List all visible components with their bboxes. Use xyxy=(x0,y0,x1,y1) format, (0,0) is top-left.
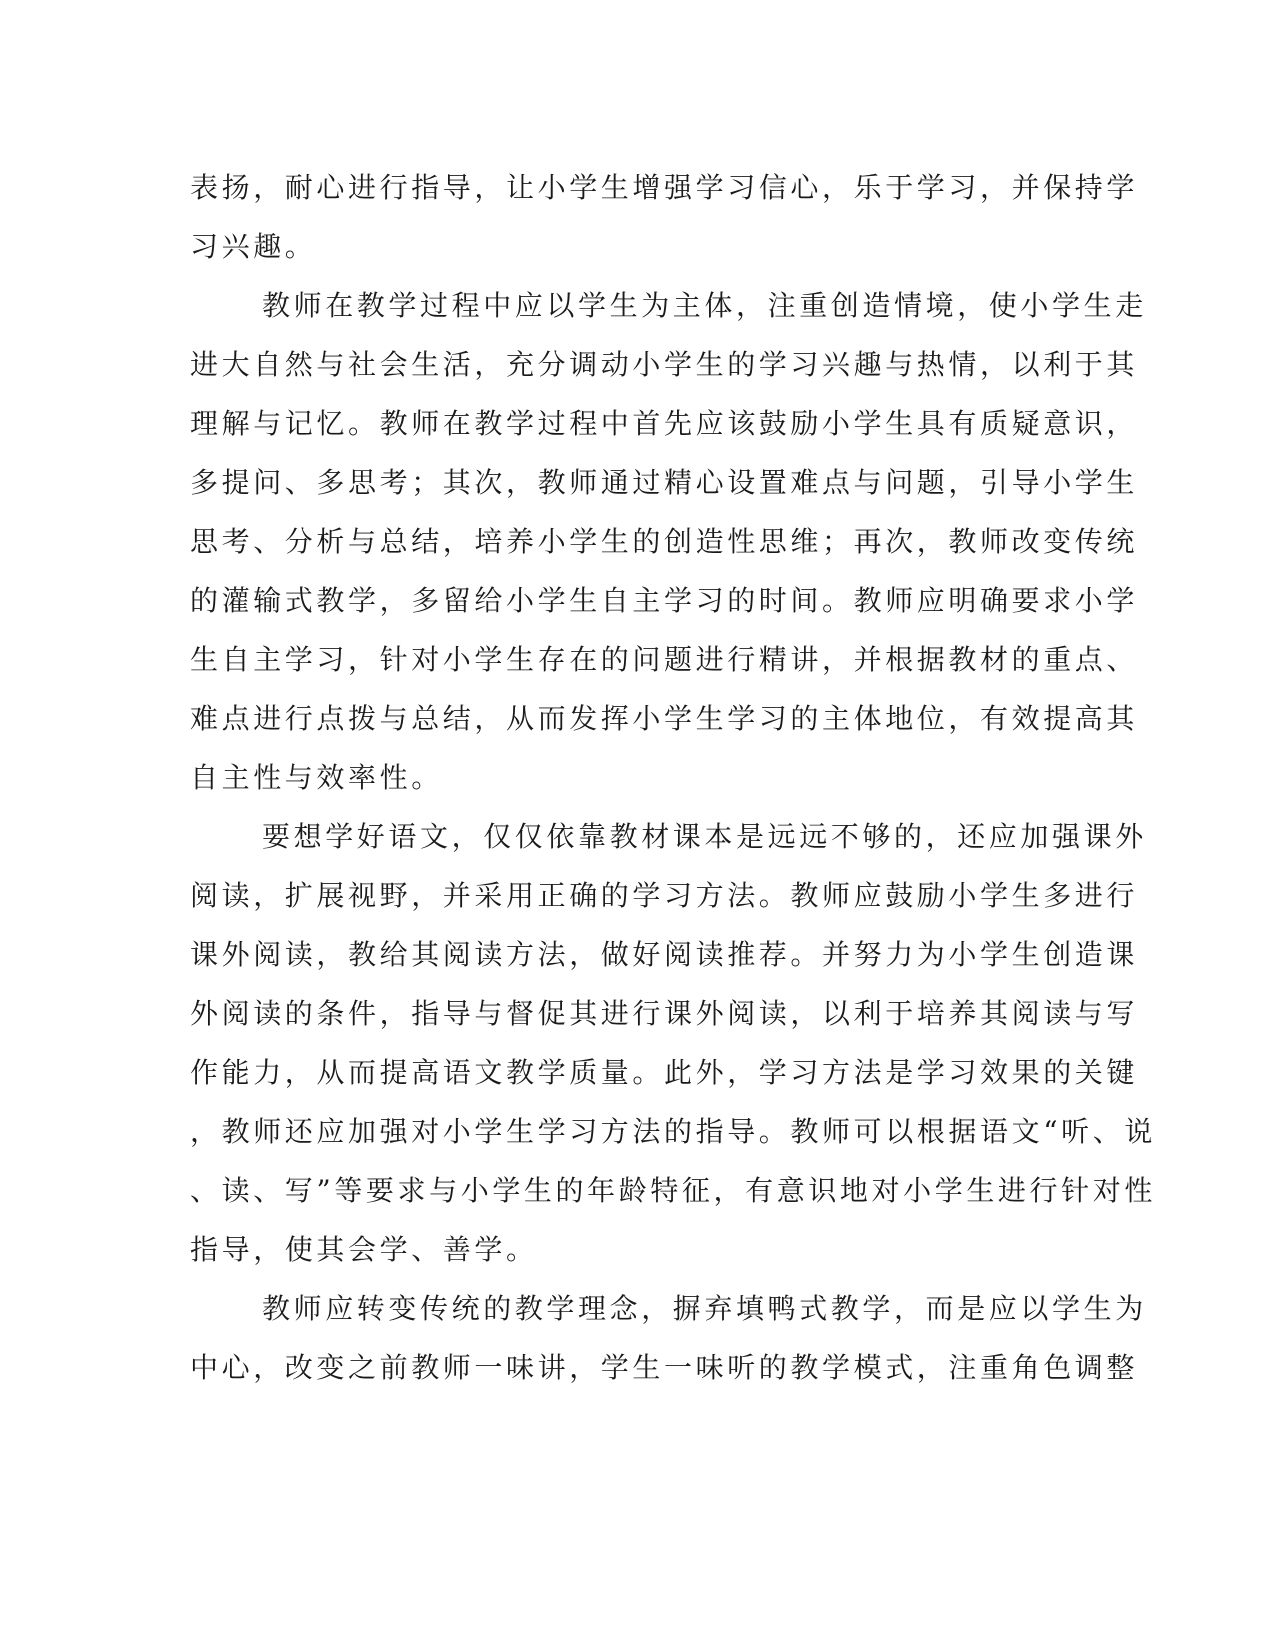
text-line: 指导，使其会学、善学。 xyxy=(190,1233,538,1266)
text-line: 作能力，从而提高语文教学质量。此外，学习方法是学习效果的关键 xyxy=(190,1056,1139,1089)
text-line: 进大自然与社会生活，充分调动小学生的学习兴趣与热情，以利于其 xyxy=(190,348,1139,381)
paragraph-start-line: 教师应转变传统的教学理念，摒弃填鸭式教学，而是应以学生为 xyxy=(262,1292,1147,1325)
text-line: 的灌输式教学，多留给小学生自主学习的时间。教师应明确要求小学 xyxy=(190,584,1139,617)
text-line: 思考、分析与总结，培养小学生的创造性思维；再次，教师改变传统 xyxy=(190,525,1139,558)
paragraph-start-line: 教师在教学过程中应以学生为主体，注重创造情境，使小学生走 xyxy=(262,289,1147,322)
text-line: 、读、写”等要求与小学生的年龄特征，有意识地对小学生进行针对性 xyxy=(190,1174,1156,1207)
text-line: 难点进行点拨与总结，从而发挥小学生学习的主体地位，有效提高其 xyxy=(190,702,1139,735)
text-line: 阅读，扩展视野，并采用正确的学习方法。教师应鼓励小学生多进行 xyxy=(190,879,1139,912)
text-line: 中心，改变之前教师一味讲，学生一味听的教学模式，注重角色调整 xyxy=(190,1351,1139,1384)
text-line: 生自主学习，针对小学生存在的问题进行精讲，并根据教材的重点、 xyxy=(190,643,1139,676)
document-body xyxy=(190,158,1156,1397)
text-line: 外阅读的条件，指导与督促其进行课外阅读，以利于培养其阅读与写 xyxy=(190,997,1139,1030)
text-line: 理解与记忆。教师在教学过程中首先应该鼓励小学生具有质疑意识， xyxy=(190,407,1139,440)
text-line: ，教师还应加强对小学生学习方法的指导。教师可以根据语文“听、说 xyxy=(190,1115,1156,1148)
text-line: 习兴趣。 xyxy=(190,230,317,263)
text-line: 表扬，耐心进行指导，让小学生增强学习信心，乐于学习，并保持学 xyxy=(190,171,1139,204)
paragraph-start-line: 要想学好语文，仅仅依靠教材课本是远远不够的，还应加强课外 xyxy=(262,820,1147,853)
text-line: 课外阅读，教给其阅读方法，做好阅读推荐。并努力为小学生创造课 xyxy=(190,938,1139,971)
text-line: 多提问、多思考；其次，教师通过精心设置难点与问题，引导小学生 xyxy=(190,466,1139,499)
text-line: 自主性与效率性。 xyxy=(190,761,443,794)
